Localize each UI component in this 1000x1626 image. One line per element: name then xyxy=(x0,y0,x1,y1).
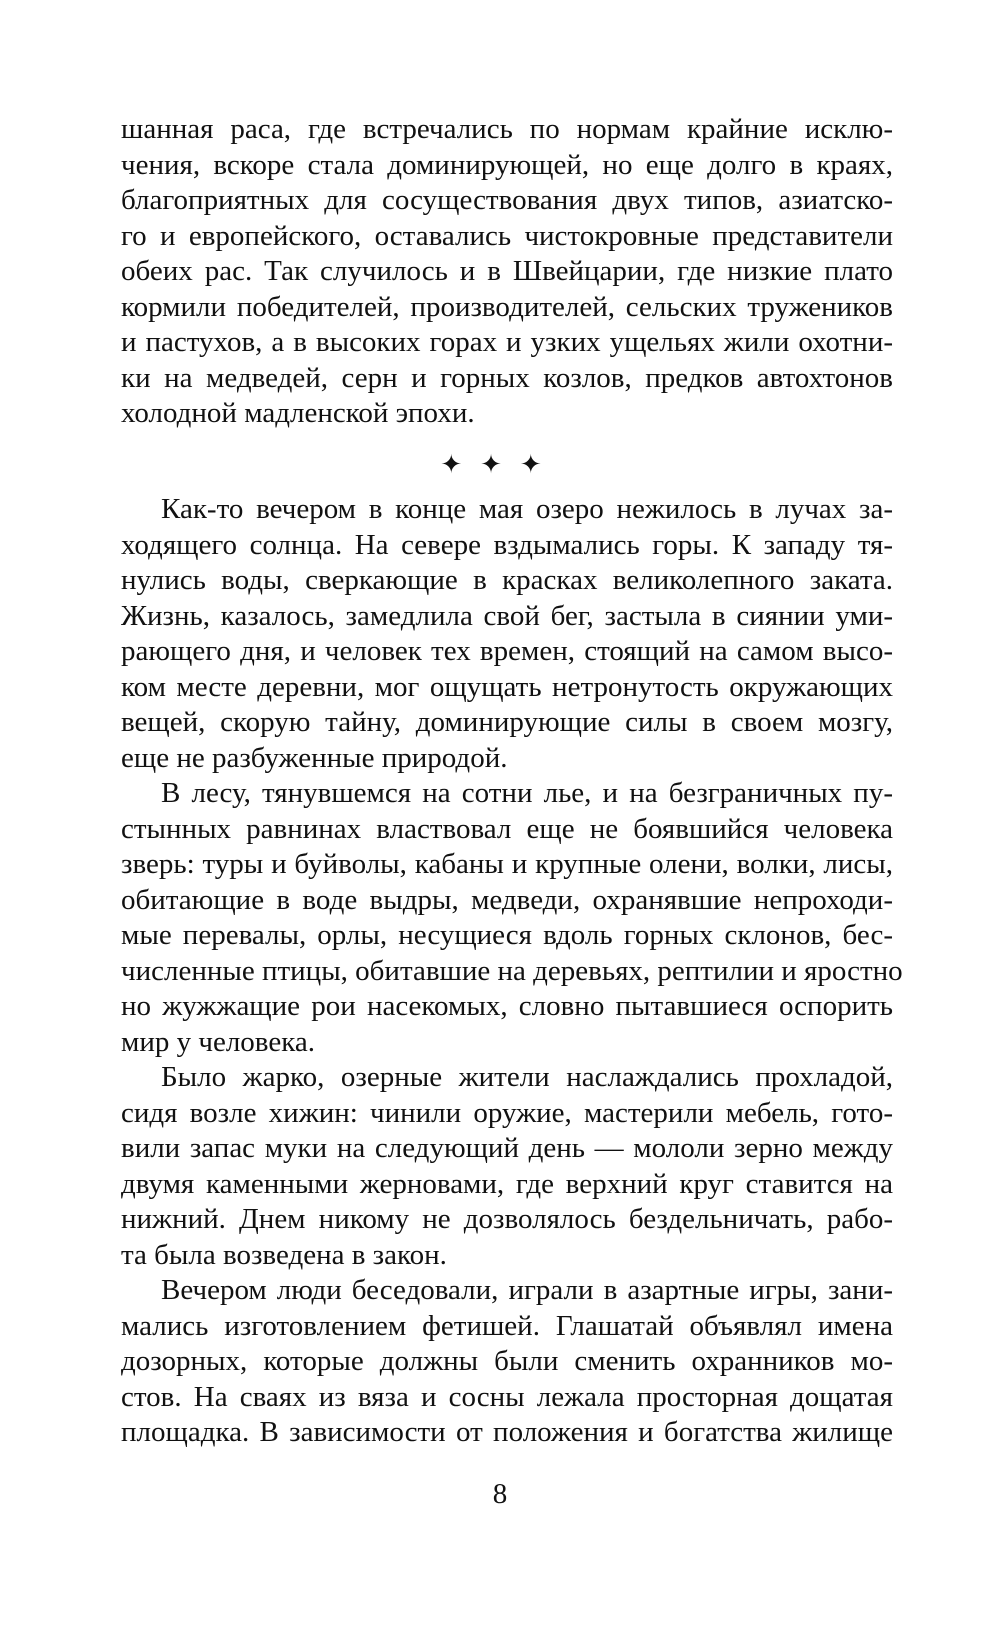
text-line: мые перевалы, орлы, несущиеся вдоль горных склонов, бес- xyxy=(121,919,893,951)
text-line: благоприятных для сосуществования двух типов, азиатско- xyxy=(121,184,893,216)
text-line: площадка. В зависимости от положения и богатства жилище xyxy=(121,1416,893,1448)
text-line: Жизнь, казалось, замедлила свой бег, застыла в сиянии уми- xyxy=(121,599,893,632)
text-line: стынных равнинах властвовал еще не боявшийся человека xyxy=(121,812,893,845)
text-line: численные птицы, обитавшие на деревьях, рептилии и яростно xyxy=(121,954,903,987)
text-line: рающего дня, и человек тех времен, стоящий на самом высо- xyxy=(121,635,893,667)
paragraph xyxy=(121,492,893,776)
text-block-main xyxy=(121,492,903,1451)
text-line: мир у человека. xyxy=(121,1025,315,1058)
paragraph xyxy=(121,1060,893,1273)
text-line: чения, вскоре стала доминирующей, но еще долго в краях, xyxy=(121,148,893,181)
text-line: еще не разбуженные природой. xyxy=(121,741,508,774)
text-line: ком месте деревни, мог ощущать нетронутость окружающих xyxy=(121,670,893,703)
text-line: ходящего солнца. На севере вздымались горы. К западу тя- xyxy=(121,528,893,561)
paragraph xyxy=(121,1273,893,1451)
text-line: вили запас муки на следующий день — мололи зерно между xyxy=(121,1132,893,1164)
text-line: та была возведена в закон. xyxy=(121,1238,447,1271)
text-line: обитающие в воде выдры, медведи, охранявшие непроходи- xyxy=(121,883,893,916)
paragraph xyxy=(121,776,903,1060)
text-line: нижний. Днем никому не дозволялось бездельничать, рабо- xyxy=(121,1203,893,1235)
section-separator: ✦✦✦ xyxy=(440,450,560,480)
text-line: сидя возле хижин: чинили оружие, мастерили мебель, гото- xyxy=(121,1096,893,1129)
text-line: Как-то вечером в конце мая озеро нежилось в лучах за- xyxy=(161,493,893,525)
text-line: дозорных, которые должны были сменить охранников мо- xyxy=(121,1345,893,1377)
text-line: ки на медведей, серн и горных козлов, предков автохтонов xyxy=(121,361,893,394)
text-line: Было жарко, озерные жители наслаждались прохладой, xyxy=(161,1061,893,1093)
text-line: го и европейского, оставались чистокровные представители xyxy=(121,219,893,252)
text-line: стов. На сваях из вяза и сосны лежала просторная дощатая xyxy=(121,1380,893,1413)
text-line: шанная раса, где встречались по нормам крайние исклю- xyxy=(121,113,893,145)
text-line: кормили победителей, производителей, сельских тружеников xyxy=(121,290,893,323)
text-line: нулись воды, сверкающие в красках великолепного заката. xyxy=(121,564,893,596)
text-block-top xyxy=(121,112,893,432)
text-line: Вечером люди беседовали, играли в азартные игры, зани- xyxy=(161,1274,893,1306)
text-line: обеих рас. Так случилось и в Швейцарии, где низкие плато xyxy=(121,255,893,287)
text-line: зверь: туры и буйволы, кабаны и крупные олени, волки, лисы, xyxy=(121,848,893,880)
text-line: В лесу, тянувшемся на сотни лье, и на безграничных пу- xyxy=(161,777,893,809)
text-line: вещей, скорую тайну, доминирующие силы в своем мозгу, xyxy=(121,706,893,738)
text-line: холодной мадленской эпохи. xyxy=(121,397,475,429)
page-number: 8 xyxy=(492,1478,508,1510)
text-line: но жужжащие рои насекомых, словно пытавшиеся оспорить xyxy=(121,990,893,1022)
text-line: мались изготовлением фетишей. Глашатай объявлял имена xyxy=(121,1309,893,1342)
text-line: двумя каменными жерновами, где верхний круг ставится на xyxy=(121,1167,893,1200)
text-line: и пастухов, а в высоких горах и узких ущельях жили охотни- xyxy=(121,326,893,358)
